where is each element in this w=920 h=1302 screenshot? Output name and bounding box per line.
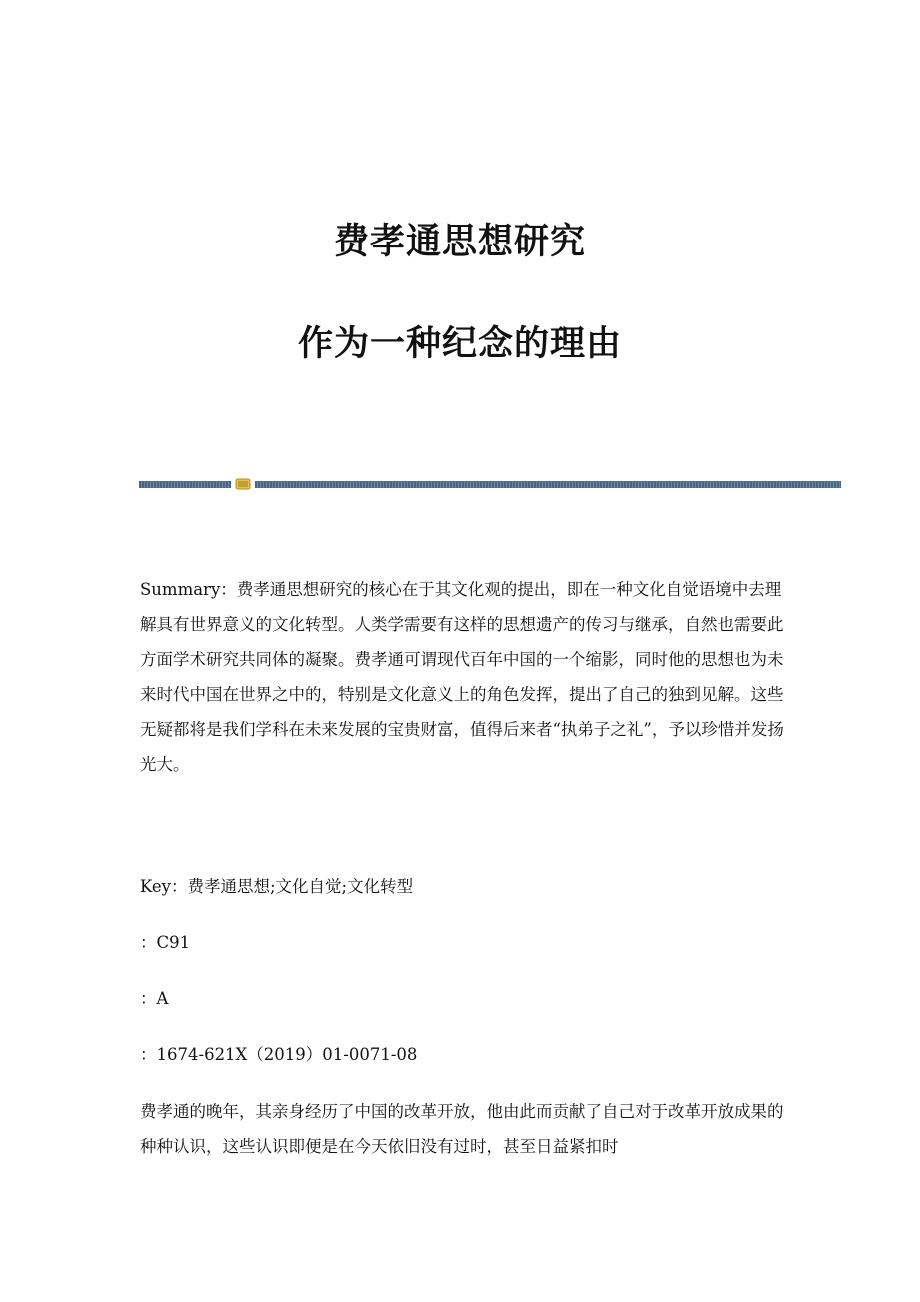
divider-ornament-icon <box>235 478 251 490</box>
classification-number: ：C91 <box>140 933 191 952</box>
document-title: 费孝通思想研究 <box>333 222 586 262</box>
body-paragraph: 费孝通的晚年，其亲身经历了中国的改革开放，他由此而贡献了自己对于改革开放成果的种种认识，这些认识即便是在今天依旧没有过时，甚至日益紧扣时 <box>140 1102 784 1156</box>
summary-paragraph <box>140 572 786 782</box>
document-code: ：A <box>140 989 169 1008</box>
title-divider <box>139 478 841 490</box>
document-subtitle: 作为一种纪念的理由 <box>297 324 622 364</box>
summary-text: 费孝通思想研究的核心在于其文化观的提出，即在一种文化自觉语境中去理解具有世界意义的文化转型。人类学需要有这样的思想遗产的传习与继承，自然也需要此方面学术研究共同体的凝聚。费孝通可谓现代百年中国的一个缩影，同时他的思想也为未来时代中国在世界之中的，特别是文化意义上的角色发挥，提出了自己的独到见解。这些无疑都将是我们学科在未来发展的宝贵财富，值得后来者“执弟子之礼”，予以珍惜并发扬光大。 <box>140 580 784 774</box>
divider-bar-right <box>255 481 841 488</box>
keywords-text: 费孝通思想;文化自觉;文化转型 <box>187 877 414 896</box>
summary-label: Summary： <box>140 580 237 599</box>
keywords-label: Key： <box>140 877 188 896</box>
divider-bar-left <box>139 481 231 488</box>
article-id: ：1674-621X（2019）01-0071-08 <box>140 1045 418 1064</box>
keywords-line <box>140 869 786 904</box>
